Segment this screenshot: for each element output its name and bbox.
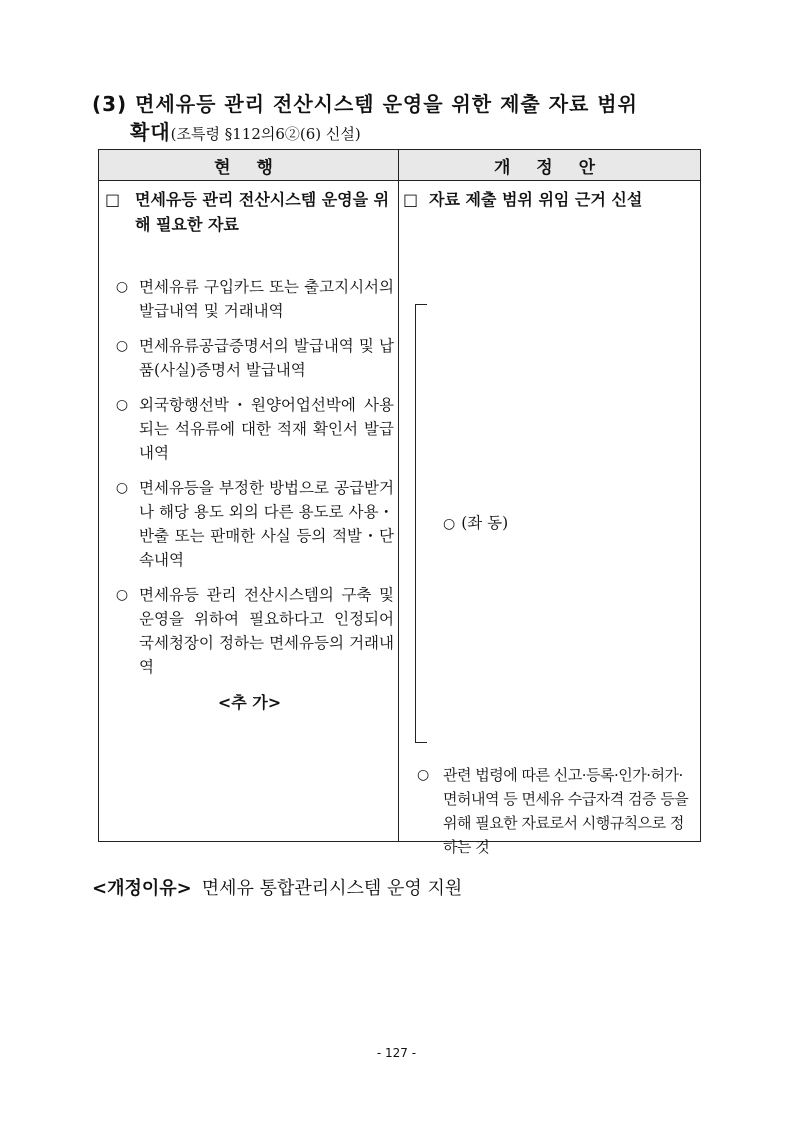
comparison-table [98,149,701,856]
same-as-left-text: (좌 동) [461,514,509,532]
bracket-icon [415,304,427,743]
new-item-text: 관련 법령에 따른 신고·등록·인가·허가·면허내역 등 면세유 수급자격 검증 등을 위해 필요한 자료로서 시행규칙으로 정하는 것 [443,766,689,856]
current-box-title: 면세유등 관리 전산시스템 운영을 위해 필요한 자료 [135,190,390,234]
current-box-heading [105,187,394,237]
list-item: ○ 면세유등 관리 전산시스템의 구축 및 운영을 위하여 필요하다고 인정되어 국세청장이 정하는 면세유등의 거래내역 [105,583,394,679]
circle-bullet-icon: ○ [115,279,129,295]
column-header-proposed: 개 정 안 [399,150,701,181]
reason-text: 면세유 통합관리시스템 운영 지원 [201,878,463,899]
proposed-box-heading [403,187,696,212]
list-item: ○ 면세유류 구입카드 또는 출고지시서의 발급내역 및 거래내역 [105,275,394,323]
proposed-cell [399,181,701,856]
table-header-row [99,150,701,181]
list-item: ○ 외국항행선박・원양어업선박에 사용되는 석유류에 대한 적재 확인서 발급내역 [105,393,394,465]
heading-line-2 [92,118,712,148]
circle-bullet-icon: ○ [115,587,129,603]
table-body-row [99,181,701,842]
checkbox-square-icon: □ [105,190,121,209]
heading-citation: (조특령 §112의6②(6) 신설) [170,125,361,143]
proposed-box-title: 자료 제출 범위 위임 근거 신설 [429,190,643,209]
circle-bullet-icon: ○ [115,338,129,354]
list-item: ○ 면세유류공급증명서의 발급내역 및 납품(사실)증명서 발급내역 [105,334,394,382]
heading-bold-word: 확대 [130,120,171,144]
section-heading [92,90,712,148]
current-items-list [105,275,394,679]
circle-bullet-icon: ○ [417,767,429,783]
amendment-reason [92,874,462,900]
new-item [417,763,694,859]
circle-bullet-icon: ○ [443,516,456,532]
current-cell [99,181,399,842]
circle-bullet-icon: ○ [115,397,129,413]
list-item: ○ 면세유등을 부정한 방법으로 공급받거나 해당 용도 외의 다른 용도로 사용・반출 또는 판매한 사실 등의 적발・단속내역 [105,476,394,572]
column-header-current: 현 행 [99,150,399,181]
same-as-left [443,511,508,533]
checkbox-square-icon: □ [403,190,419,209]
add-label: <추 가> [217,693,282,712]
reason-label: <개정이유> [92,878,192,899]
circle-bullet-icon: ○ [115,480,129,496]
heading-line-1: (3) 면세유등 관리 전산시스템 운영을 위한 제출 자료 범위 [92,92,638,116]
page-number: - 127 - [376,1046,417,1060]
